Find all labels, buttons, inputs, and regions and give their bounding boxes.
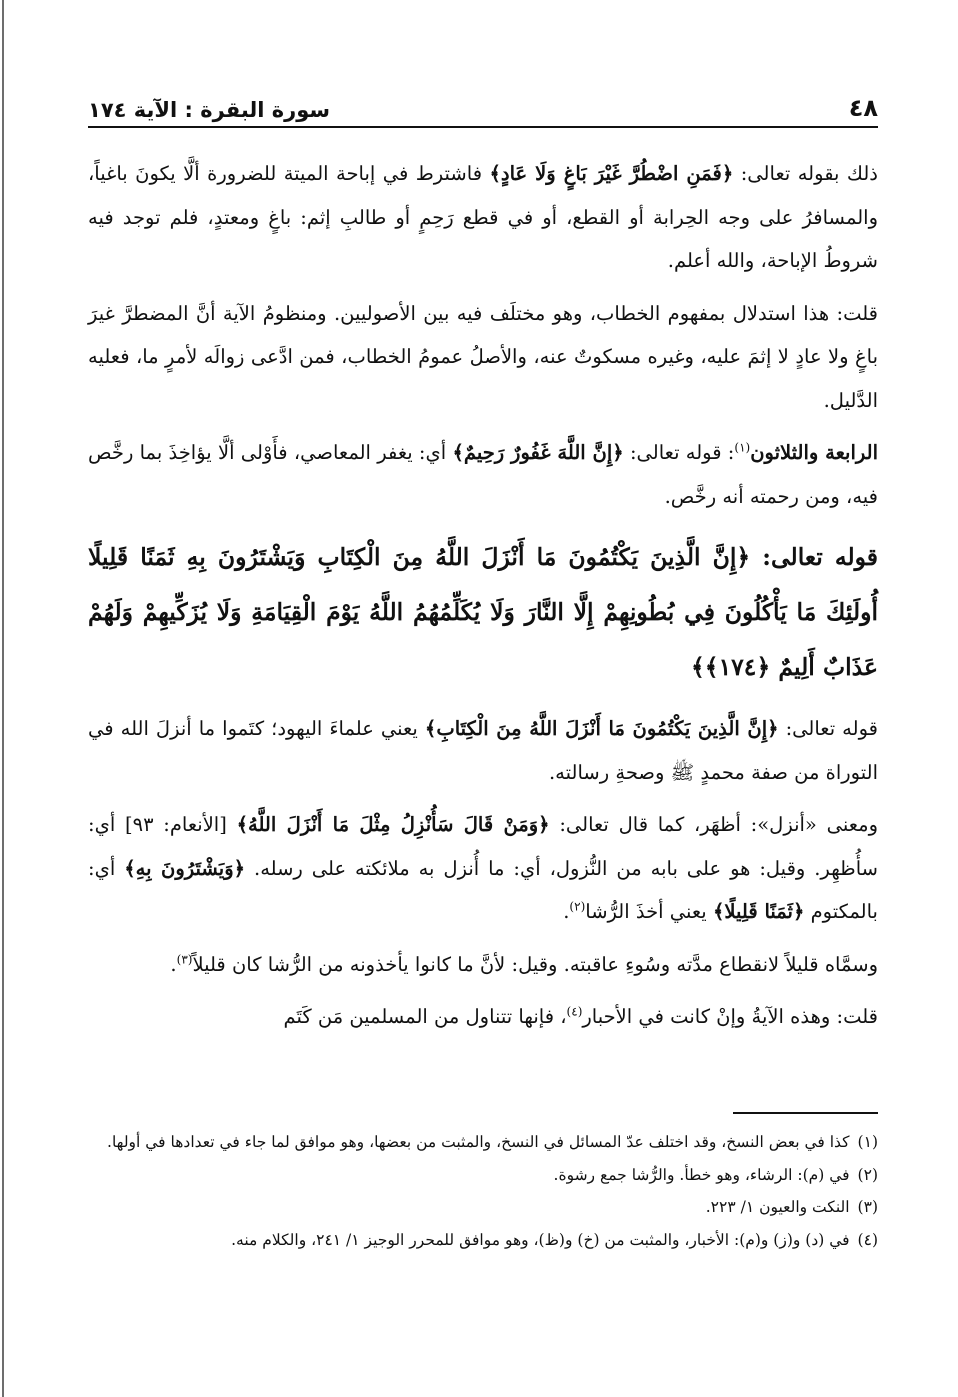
text-span: [الأنعام: ٩٣] أي: سأُظهِر. وقيل: هو على بابه من النُّزول، أي: ما أُنزل به ملائكته على رسله. [88, 813, 878, 880]
footnote-text: النكت والعيون ١/ ٢٢٣. [705, 1198, 850, 1216]
footnote-number: (٢) [857, 1165, 878, 1184]
footnote-separator [733, 1112, 878, 1114]
text-span: ومعنى «أنزل»: أظهَر، كما قال تعالى: [549, 813, 878, 836]
verse-lead: قوله تعالى: [750, 543, 878, 571]
paragraph-3 [88, 431, 878, 518]
quran-quote: ﴿إِنَّ الَّذِينَ يَكْتُمُونَ مَا أَنْزَلَ اللَّهُ مِنَ الْكِتَابِ﴾ [424, 717, 779, 740]
footnote-ref: (١) [734, 440, 751, 455]
paragraph-5 [88, 707, 878, 794]
text-span: ذلك بقوله تعالى: [733, 162, 878, 185]
quran-quote: ﴿وَمَنْ قَالَ سَأُنْزِلُ مِثْلَ مَا أَنْزَلَ اللَّهُ﴾ [236, 813, 550, 836]
text-span: ، فإنها تتناول من المسلمين مَن كَتَم [283, 1005, 567, 1028]
text-span: يعني علماءَ اليهود؛ كتَموا ما أنزلَ الله في التوراة من صفة محمدٍ ﷺ وصحةِ رسالته. [88, 717, 878, 784]
page-header [88, 82, 878, 128]
paragraph-2 [88, 292, 878, 423]
quran-quote: ﴿فَمَنِ اضْطُرَّ غَيْرَ بَاغٍ وَلَا عَادٍ﴾ [489, 162, 734, 185]
main-text [88, 152, 878, 1048]
paragraph-1 [88, 152, 878, 283]
footnote-number: (٤) [857, 1230, 878, 1249]
text-span: قلت: وهذه الآيةُ وإنْ كانت في الأحبار [582, 1005, 878, 1028]
quran-quote: ﴿إِنَّ اللَّهَ غَفُورٌ رَحِيمٌ﴾ [452, 441, 624, 464]
footnote-ref: (٤) [566, 1004, 583, 1019]
quran-quote: ﴿ثَمَنًا قَلِيلًا﴾ [712, 900, 805, 923]
verse-text: ﴿إِنَّ الَّذِينَ يَكْتُمُونَ مَا أَنْزَلَ اللَّهُ مِنَ الْكِتَابِ وَيَشْتَرُونَ بِهِ ثَمَنًا قَلِيلًا أُولَئِكَ مَا يَأْكُلُونَ فِي بُطُونِهِمْ إِلَّا النَّارَ وَلَا يُكَلِّمُهُمُ اللَّهُ يَوْمَ الْقِيَامَةِ وَلَا يُزَكِّيهِمْ وَلَهُمْ عَذَابٌ أَلِيمٌ ﴿١٧٤﴾﴾ [88, 543, 878, 681]
footnotes [88, 1126, 878, 1256]
verse-block [88, 530, 878, 695]
footnote-3 [88, 1191, 878, 1224]
footnote-text: في (د) و(ز) و(م): الأخبار، والمثبت من (خ) و(ظ)، وهو موافق للمحرر الوجيز ١/ ٢٤١، والكلام منه. [231, 1230, 850, 1249]
footnote-text: في (م): الرشاء، وهو خطأ. والرُّشا جمع رشوة. [553, 1165, 850, 1184]
footnote-1 [88, 1126, 878, 1159]
text-span: فاشترط في إباحة الميتة للضرورة ألَّا يكونَ باغياً، والمسافرُ على وجه الحِرابة أو القطع، أو في قطع رَحِمٍ أو طالبِ إثم: باغٍ ومعتدٍ، فلم توجد فيه شروطُ الإباحة، والله أعلم. [88, 162, 878, 272]
footnote-text: كذا في بعض النسخ، وقد اختلف عدّ المسائل في النسخ، والمثبت من بعضها، وهو موافق لما جاء في تعدادها في أولها. [107, 1133, 850, 1151]
footnote-2 [88, 1159, 878, 1192]
text-span: قوله تعالى: [778, 717, 878, 740]
text-span: وسمَّاه قليلاً لانقطاع مدَّته وسُوءِ عاقبته. وقيل: لأنَّ ما كانوا يأخذونه من الرُّشا كان قليلاً [192, 952, 878, 976]
footnote-4 [88, 1224, 878, 1257]
text-span: أي: بالمكتوم [88, 856, 878, 923]
text-span: : قوله تعالى: [623, 441, 735, 464]
text-span: . [563, 900, 570, 923]
text-span: . [170, 952, 177, 976]
footnote-number: (٣) [857, 1198, 878, 1216]
quran-quote: ﴿وَيَشْتَرُونَ بِهِ﴾ [124, 856, 246, 880]
text-span: أي: يغفر المعاصي، فأَوْلى ألَّا يؤاخِذَ بما رخَّص فيه، ومن رحمته أنه رخَّص. [88, 441, 878, 508]
paragraph-6 [88, 803, 878, 934]
paragraph-7 [88, 943, 878, 987]
text-span: يعني أخذَ الرُّشا [585, 900, 713, 923]
paragraph-8 [88, 995, 878, 1039]
running-title: سورة البقرة : الآية ١٧٤ [88, 98, 331, 122]
page-number: ٤٨ [848, 94, 878, 122]
section-heading: الرابعة والثلاثون [750, 441, 878, 464]
text-span: قلت: هذا استدلال بمفهوم الخطاب، وهو مختلَف فيه بين الأصوليين. ومنظومُ الآية أنَّ المضطرَّ غيرَ باغٍ ولا عادٍ لا إثمَ عليه، وغيره مسكوتٌ عنه، والأصلُ عمومُ الخطاب، فمن ادَّعى زوالَه لأمرٍ ما، فعليه الدَّليل. [88, 301, 878, 412]
footnote-number: (١) [857, 1133, 878, 1151]
page-edge-line [2, 0, 4, 1397]
footnote-ref: (٢) [569, 899, 586, 914]
footnote-ref: (٣) [176, 952, 193, 966]
